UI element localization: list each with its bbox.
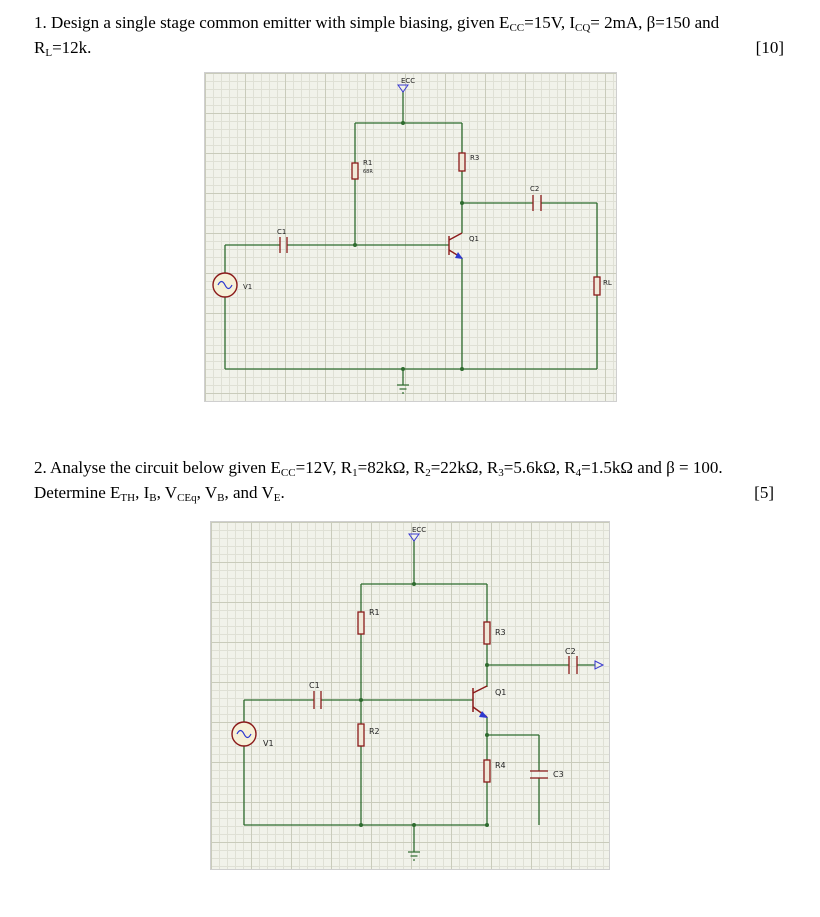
q2-line2-b: , I — [135, 483, 150, 502]
rl-resistor-icon — [594, 277, 600, 295]
question-2-marks: [5] — [754, 483, 774, 502]
q2-eth-sub: TH — [120, 492, 136, 504]
c2-c2-label: C2 — [565, 647, 576, 656]
q1-rl-main: R — [34, 38, 46, 57]
q1-icq-sub: CQ — [574, 22, 591, 34]
q2-r2-sub: 2 — [425, 467, 431, 479]
c1-r1-value: 68R — [363, 169, 373, 175]
q2-line2-e: , and V — [224, 483, 274, 502]
c2-v1-label: V1 — [263, 739, 274, 748]
r3-resistor-icon — [459, 153, 465, 171]
c2-capacitor-icon-2 — [569, 656, 577, 674]
q1-text-c: = 2mA, β=150 and — [590, 13, 720, 32]
c2-capacitor-icon — [533, 195, 541, 211]
c2-q1-label: Q1 — [495, 688, 507, 697]
q2-text-d: =22kΩ, R — [430, 458, 499, 477]
circuit-2-schematic — [210, 521, 610, 870]
ground-icon-2 — [408, 852, 420, 860]
q2-ib-sub: B — [149, 492, 157, 504]
q2-text-a: 2. Analyse the circuit below given E — [34, 458, 281, 477]
q2-text-b: =12V, R — [295, 458, 353, 477]
c2-r4-label: R4 — [495, 761, 506, 770]
r2-resistor-icon — [358, 724, 364, 746]
q2-line2-d: , V — [196, 483, 218, 502]
circuit-2-svg — [211, 522, 611, 871]
ground-icon — [397, 385, 409, 393]
q2-r4-sub: 4 — [575, 467, 582, 479]
q2-line2-a: Determine E — [34, 483, 121, 502]
c1-c1-label: C1 — [277, 228, 287, 236]
c2-c1-label: C1 — [309, 681, 320, 690]
q2-vb-sub: B — [217, 492, 225, 504]
c1-capacitor-icon — [280, 237, 287, 253]
circuit-1-schematic — [204, 72, 617, 402]
r3-resistor-icon-2 — [484, 622, 490, 644]
q2-ve-sub: E — [273, 492, 281, 504]
c1-supply-label: ECC — [401, 77, 416, 85]
c1-v1-label: V1 — [243, 283, 253, 291]
q1-rl-val: =12k. — [52, 38, 92, 57]
q2-line2-f: . — [280, 483, 285, 502]
output-terminal-icon — [595, 661, 603, 669]
q1-text-b: =15V, I — [524, 13, 575, 32]
c1-rl-label: RL — [603, 279, 612, 287]
ecc-supply-icon — [398, 85, 408, 92]
c1-q1-label: Q1 — [469, 235, 479, 243]
question-1-marks: [10] — [755, 38, 784, 57]
c2-r1-label: R1 — [369, 608, 380, 617]
q2-text-e: =5.6kΩ, R — [503, 458, 576, 477]
q2-text-c: =82kΩ, R — [357, 458, 426, 477]
q1-rl-sub: L — [45, 47, 53, 59]
question-2-line-1 — [34, 457, 723, 479]
c1-r1-label: R1 — [363, 159, 373, 167]
question-1-line-2 — [34, 37, 91, 59]
c1-capacitor-icon-2 — [314, 691, 321, 709]
c2-supply-label: ECC — [412, 526, 427, 534]
circuit-1-svg — [205, 73, 618, 403]
q1-transistor-icon-2 — [473, 686, 487, 717]
c2-c3-label: C3 — [553, 770, 564, 779]
r4-resistor-icon — [484, 760, 490, 782]
q1-transistor-icon — [449, 233, 462, 258]
c2-r3-label: R3 — [495, 628, 506, 637]
r1-resistor-icon — [352, 163, 358, 179]
c1-r3-label: R3 — [470, 154, 480, 162]
ecc-supply-icon-2 — [409, 534, 419, 541]
question-2-line-2 — [34, 482, 285, 504]
q2-text-f: =1.5kΩ and β = 100. — [581, 458, 723, 477]
q2-r3-sub: 3 — [498, 467, 504, 479]
q1-text-a: 1. Design a single stage common emitter with simple biasing, given E — [34, 13, 510, 32]
c2-r2-label: R2 — [369, 727, 380, 736]
c3-capacitor-icon — [530, 771, 548, 778]
c1-c2-label: C2 — [530, 185, 540, 193]
r1-resistor-icon-2 — [358, 612, 364, 634]
q2-vceq-sub: CEq — [177, 492, 197, 504]
q1-ecc-sub: CC — [509, 22, 525, 34]
q2-line2-c: , V — [156, 483, 178, 502]
q2-r1-sub: 1 — [352, 467, 358, 479]
question-1-line-1 — [34, 12, 719, 34]
q2-ecc-sub: CC — [280, 467, 296, 479]
